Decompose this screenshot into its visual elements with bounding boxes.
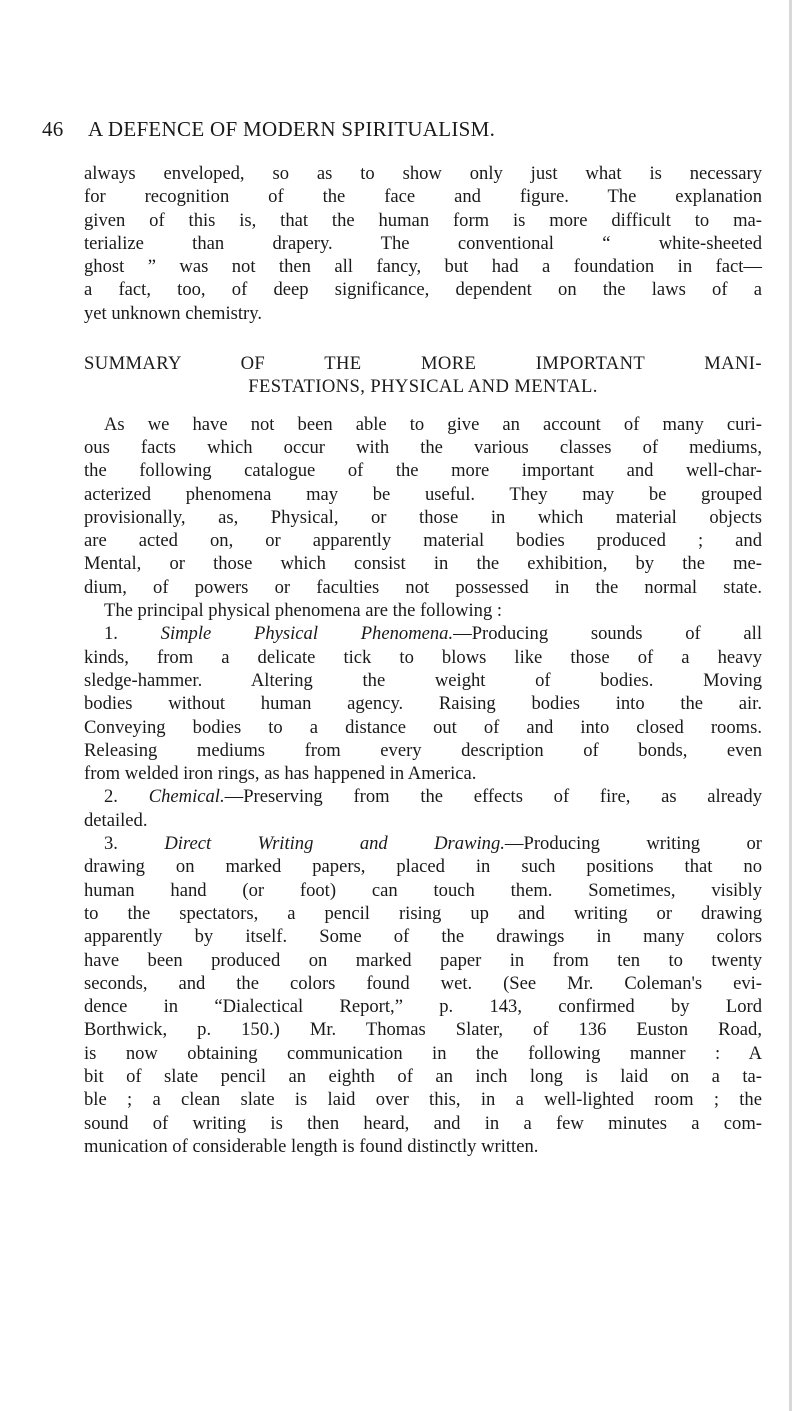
item-first-line	[84, 622, 762, 645]
item-number: 2.	[104, 786, 118, 808]
text-line: provisionally, as, Physical, or those in which material objects	[84, 506, 762, 528]
text-line: for recognition of the face and figure. The explanation	[84, 186, 762, 208]
text-line: sound of writing is then heard, and in a few minutes a com-	[84, 1112, 762, 1134]
item-2	[84, 785, 762, 832]
text-line: the following catalogue of the more important and well-char-	[84, 460, 762, 482]
page-edge-shadow	[789, 0, 792, 1411]
text-line: ous facts which occur with the various classes of mediums,	[84, 436, 762, 458]
text-line: is now obtaining communication in the following manner : A	[84, 1042, 762, 1064]
text-line: detailed.	[84, 809, 148, 831]
item-first-line	[84, 832, 762, 855]
item-number: 1.	[104, 623, 118, 645]
text-line: ble ; a clean slate is laid over this, in a well-lighted room ; the	[84, 1089, 762, 1111]
text-line: munication of considerable length is found distinctly written.	[84, 1135, 539, 1157]
item-title: Simple Physical Phenomena.	[160, 623, 454, 645]
item-1	[84, 622, 762, 785]
text-line: acterized phenomena may be useful. They may be grouped	[84, 483, 762, 505]
text-line: yet unknown chemistry.	[84, 302, 262, 324]
item-text: —Preserving from the effects of fire, as already	[224, 786, 762, 808]
text-line: ghost ” was not then all fancy, but had a foundation in fact—	[84, 256, 762, 278]
text-line: Borthwick, p. 150.) Mr. Thomas Slater, of 136 Euston Road,	[84, 1019, 762, 1041]
item-title: Chemical.	[148, 786, 225, 808]
section-heading-line: SUMMARY OF THE MORE IMPORTANT MANI-	[84, 353, 762, 375]
item-number: 3.	[104, 833, 118, 855]
text-line: Conveying bodies to a distance out of and into closed rooms.	[84, 716, 762, 738]
text-line: Mental, or those which consist in the exhibition, by the me-	[84, 553, 762, 575]
body-text	[84, 162, 762, 1158]
text-line: dence in “Dialectical Report,” p. 143, confirmed by Lord	[84, 996, 762, 1018]
item-first-line	[84, 785, 762, 808]
running-header	[42, 117, 762, 142]
text-line: bit of slate pencil an eighth of an inch long is laid on a ta-	[84, 1065, 762, 1087]
section-heading-line: FESTATIONS, PHYSICAL AND MENTAL.	[248, 376, 598, 398]
paragraph-1	[84, 162, 762, 325]
text-line: As we have not been able to give an account of many curi-	[104, 413, 762, 435]
text-line: human hand (or foot) can touch them. Sometimes, visibly	[84, 879, 762, 901]
paragraph-2	[84, 413, 762, 623]
section-heading	[84, 352, 762, 399]
item-text: —Producing sounds of all	[453, 623, 762, 645]
text-line: seconds, and the colors found wet. (See Mr. Coleman's evi-	[84, 972, 762, 994]
item-title: Direct Writing and Drawing.	[164, 833, 505, 855]
text-line: from welded iron rings, as has happened in America.	[84, 763, 477, 785]
text-line: apparently by itself. Some of the drawings in many colors	[84, 926, 762, 948]
text-line: terialize than drapery. The conventional “ white-sheeted	[84, 232, 762, 254]
text-line: The principal physical phenomena are the following :	[104, 600, 503, 622]
text-line: to the spectators, a pencil rising up and writing or drawing	[84, 902, 762, 924]
text-line: always enveloped, so as to show only just what is necessary	[84, 163, 762, 184]
text-line: have been produced on marked paper in from ten to twenty	[84, 949, 762, 971]
item-text: —Producing writing or	[504, 833, 762, 855]
page-number: 46	[42, 117, 64, 141]
text-line: are acted on, or apparently material bodies produced ; and	[84, 530, 762, 552]
text-line: kinds, from a delicate tick to blows like those of a heavy	[84, 646, 762, 668]
text-line: given of this is, that the human form is more difficult to ma-	[84, 209, 762, 231]
text-line: drawing on marked papers, placed in such positions that no	[84, 856, 762, 878]
text-line: sledge-hammer. Altering the weight of bodies. Moving	[84, 669, 762, 691]
text-line: dium, of powers or faculties not possessed in the normal state.	[84, 576, 762, 598]
text-line: bodies without human agency. Raising bodies into the air.	[84, 693, 762, 715]
item-3	[84, 832, 762, 1158]
text-line: Releasing mediums from every description of bonds, even	[84, 739, 762, 761]
text-line: a fact, too, of deep significance, dependent on the laws of a	[84, 279, 762, 301]
running-title: A DEFENCE OF MODERN SPIRITUALISM.	[88, 117, 496, 141]
